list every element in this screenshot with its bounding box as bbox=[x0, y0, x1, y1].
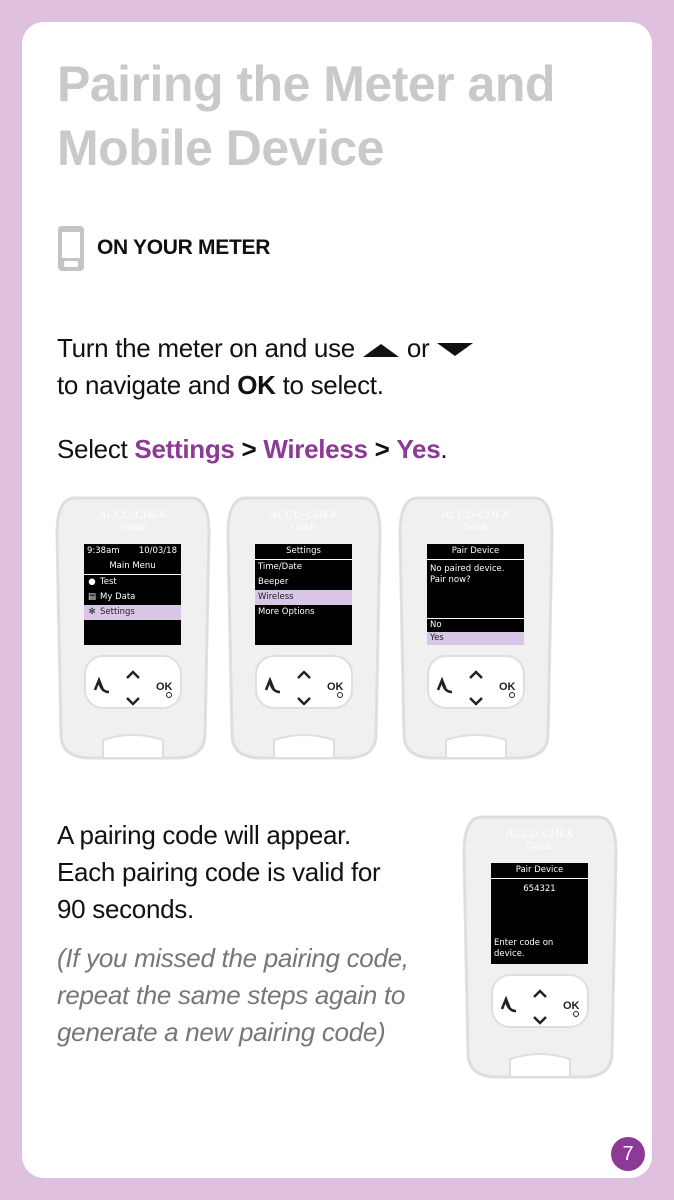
meter-buttons bbox=[55, 494, 211, 762]
brand-logo: ACCU-CHEK Guide bbox=[98, 507, 167, 533]
menu-item-test: ● Test bbox=[84, 575, 181, 590]
up-arrow-icon bbox=[362, 341, 400, 359]
option-yes: Yes bbox=[427, 632, 524, 645]
title-line-2: Mobile Device bbox=[57, 120, 384, 176]
blood-drop-icon: ● bbox=[88, 577, 96, 587]
meter-main-menu bbox=[55, 494, 211, 762]
menu-item-more-options: More Options bbox=[258, 607, 315, 617]
menu-item-beeper: Beeper bbox=[258, 577, 289, 587]
meter-settings bbox=[226, 494, 382, 762]
page-number: 7 bbox=[611, 1137, 645, 1171]
select-instructions: Select Settings > Wireless > Yes. bbox=[57, 434, 448, 464]
option-no: No bbox=[427, 618, 524, 632]
data-icon: ▤ bbox=[87, 592, 97, 602]
meter-screen: Settings Time/Date Beeper Wireless More Options bbox=[255, 544, 352, 645]
navigation-instructions: Turn the meter on and use or to navigate and OK to select. bbox=[57, 330, 474, 404]
meter-screen: 9:38am 10/03/18 Main Menu ● Test ▤ My Data ✻ Settings bbox=[84, 544, 181, 645]
meter-pair-device bbox=[398, 494, 554, 762]
meter-buttons bbox=[462, 813, 618, 1081]
pairing-code: 654321 bbox=[523, 884, 556, 894]
meter-buttons bbox=[398, 494, 554, 762]
svg-text:OK: OK bbox=[327, 681, 344, 693]
meter-screen: Pair Device 654321 Enter code on device. bbox=[491, 863, 588, 964]
down-arrow-icon bbox=[436, 341, 474, 359]
brand-logo: ACCU-CHEK Guide bbox=[441, 507, 510, 533]
svg-text:OK: OK bbox=[563, 1000, 580, 1012]
meter-pairing-code bbox=[462, 813, 618, 1081]
section-label-text: ON YOUR METER bbox=[97, 236, 271, 259]
pairing-note: (If you missed the pairing code, repeat the same steps again to generate a new pairing code) bbox=[57, 943, 409, 1047]
pairing-code-text: A pairing code will appear. Each pairing code is valid for 90 seconds. bbox=[57, 820, 381, 924]
brand-logo: ACCU-CHEK Guide bbox=[505, 826, 574, 852]
page-title bbox=[57, 52, 617, 180]
meter-buttons bbox=[226, 494, 382, 762]
menu-item-my-data: ▤ My Data bbox=[84, 590, 181, 605]
svg-text:OK: OK bbox=[499, 681, 516, 693]
menu-item-time-date: Time/Date bbox=[258, 562, 302, 572]
brand-logo: ACCU-CHEK Guide bbox=[269, 507, 338, 533]
meter-screen: Pair Device No paired device. Pair now? No Yes bbox=[427, 544, 524, 645]
svg-text:OK: OK bbox=[156, 681, 173, 693]
meter-icon bbox=[57, 225, 85, 272]
gear-icon: ✻ bbox=[88, 607, 96, 617]
menu-item-wireless: Wireless bbox=[255, 590, 352, 605]
section-label bbox=[57, 224, 270, 272]
menu-item-settings: ✻ Settings bbox=[84, 605, 181, 620]
title-line-1: Pairing the Meter and bbox=[57, 56, 555, 112]
